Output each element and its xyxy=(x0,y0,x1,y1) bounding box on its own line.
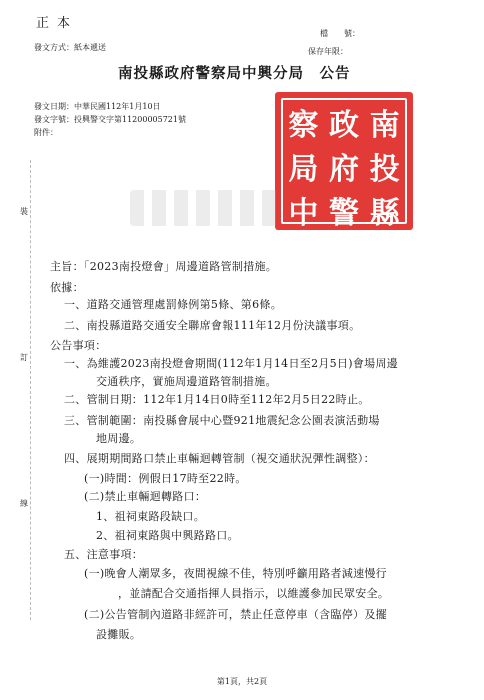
seal-character: 縣 xyxy=(369,196,400,231)
send-method: 發文方式：紙本遞送 xyxy=(34,43,106,52)
notice-item-2: 二、管制日期：112年1月14日0時至112年2月5日22時止。 xyxy=(64,393,370,406)
faint-stamp-trace xyxy=(130,190,280,226)
notice-item-5-sub-1-line-1: (一)晚會人潮眾多，夜間視線不佳，特別呼籲用路者減速慢行 xyxy=(84,567,387,580)
subject-line: 主旨：「2023南投燈會」周邊道路管制措施。 xyxy=(50,260,278,273)
file-number-label: 檔 號： xyxy=(320,29,360,38)
official-seal-stamp xyxy=(275,92,413,230)
copy-mark: 正本 xyxy=(36,16,79,31)
seal-character: 警 xyxy=(329,196,359,231)
seal-grid xyxy=(281,98,407,231)
notice-item-4-sub-2-point-2: 2、祖祠東路與中興路路口。 xyxy=(96,529,239,542)
notice-item-5-sub-1-line-2: ，並請配合交通指揮人員指示，以維護參加民眾安全。 xyxy=(118,587,390,600)
seal-character: 局 xyxy=(288,152,319,187)
notice-item-4-sub-1: (一)時間：例假日17時至22時。 xyxy=(84,472,247,485)
document-title: 南投縣政府警察局中興分局 公告 xyxy=(118,65,351,82)
binding-char-3: 線 xyxy=(20,499,28,508)
retention-label: 保存年限： xyxy=(308,47,348,56)
binding-line xyxy=(30,160,31,620)
notice-item-1-line-2: 交通秩序，實施周邊道路管制措施。 xyxy=(96,375,277,388)
seal-character: 中 xyxy=(288,196,319,231)
basis-item-2: 二、南投縣道路交通安全聯席會報111年12月份決議事項。 xyxy=(64,319,361,332)
notice-item-4-sub-2-point-1: 1、祖祠東路段缺口。 xyxy=(96,510,205,523)
notice-heading: 公告事項： xyxy=(50,339,107,352)
basis-item-1: 一、道路交通管理處罰條例第5條、第6條。 xyxy=(64,298,282,311)
notice-item-1-line-1: 一、為維護2023南投燈會期間(112年1月14日至2月5日)會場周邊 xyxy=(64,357,399,370)
notice-item-3-line-2: 地周邊。 xyxy=(96,432,142,445)
notice-item-4-sub-2: (二)禁止車輛迴轉路口： xyxy=(84,490,207,503)
binding-char-2: 訂 xyxy=(20,353,28,362)
page-number: 第1頁，共2頁 xyxy=(216,677,268,686)
seal-character: 南 xyxy=(369,108,400,143)
seal-character: 政 xyxy=(329,108,359,143)
notice-item-5: 五、注意事項： xyxy=(64,548,144,561)
issue-date: 發文日期：中華民國112年1月10日 xyxy=(34,102,161,111)
seal-character: 察 xyxy=(288,108,319,143)
notice-item-5-sub-2-line-2: 設攤販。 xyxy=(96,628,142,641)
notice-item-4: 四、展期期間路口禁止車輛迴轉管制（視交通狀況彈性調整）： xyxy=(64,452,375,465)
attachment-label: 附件： xyxy=(34,128,58,137)
binding-char-1: 裝 xyxy=(20,207,28,216)
notice-item-5-sub-2-line-1: (二)公告管制內道路非經許可，禁止任意停車（含臨停）及擺 xyxy=(84,608,387,621)
basis-heading: 依據： xyxy=(50,281,84,294)
notice-item-3-line-1: 三、管制範圍：南投縣會展中心暨921地震紀念公園表演活動場 xyxy=(64,414,380,427)
seal-character: 投 xyxy=(369,152,400,187)
seal-character: 府 xyxy=(329,152,359,187)
document-number: 發文字號：投興警交字第11200005721號 xyxy=(34,115,186,124)
